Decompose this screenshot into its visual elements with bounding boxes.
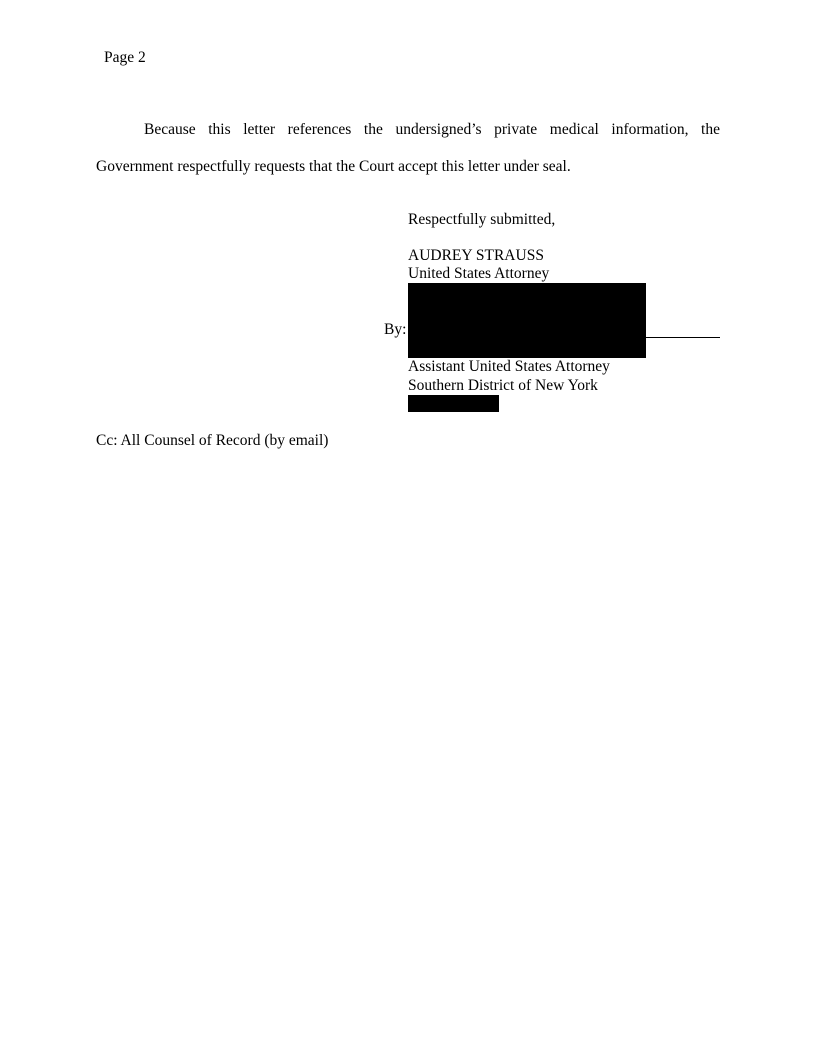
redaction-block-contact bbox=[408, 395, 499, 412]
body-paragraph-line-1: Because this letter references the undersigned’s private medical information, the bbox=[144, 121, 720, 138]
page-number: Page 2 bbox=[104, 49, 146, 66]
signer-title: Assistant United States Attorney bbox=[408, 358, 610, 375]
body-paragraph-line-2: Government respectfully requests that the Court accept this letter under seal. bbox=[96, 158, 571, 175]
by-label: By: bbox=[384, 321, 407, 338]
closing-salutation: Respectfully submitted, bbox=[408, 211, 556, 228]
signer-district: Southern District of New York bbox=[408, 377, 598, 394]
signer-office: United States Attorney bbox=[408, 265, 550, 282]
redaction-block-signature bbox=[408, 283, 646, 358]
cc-line: Cc: All Counsel of Record (by email) bbox=[96, 432, 329, 449]
signer-name: AUDREY STRAUSS bbox=[408, 247, 544, 264]
